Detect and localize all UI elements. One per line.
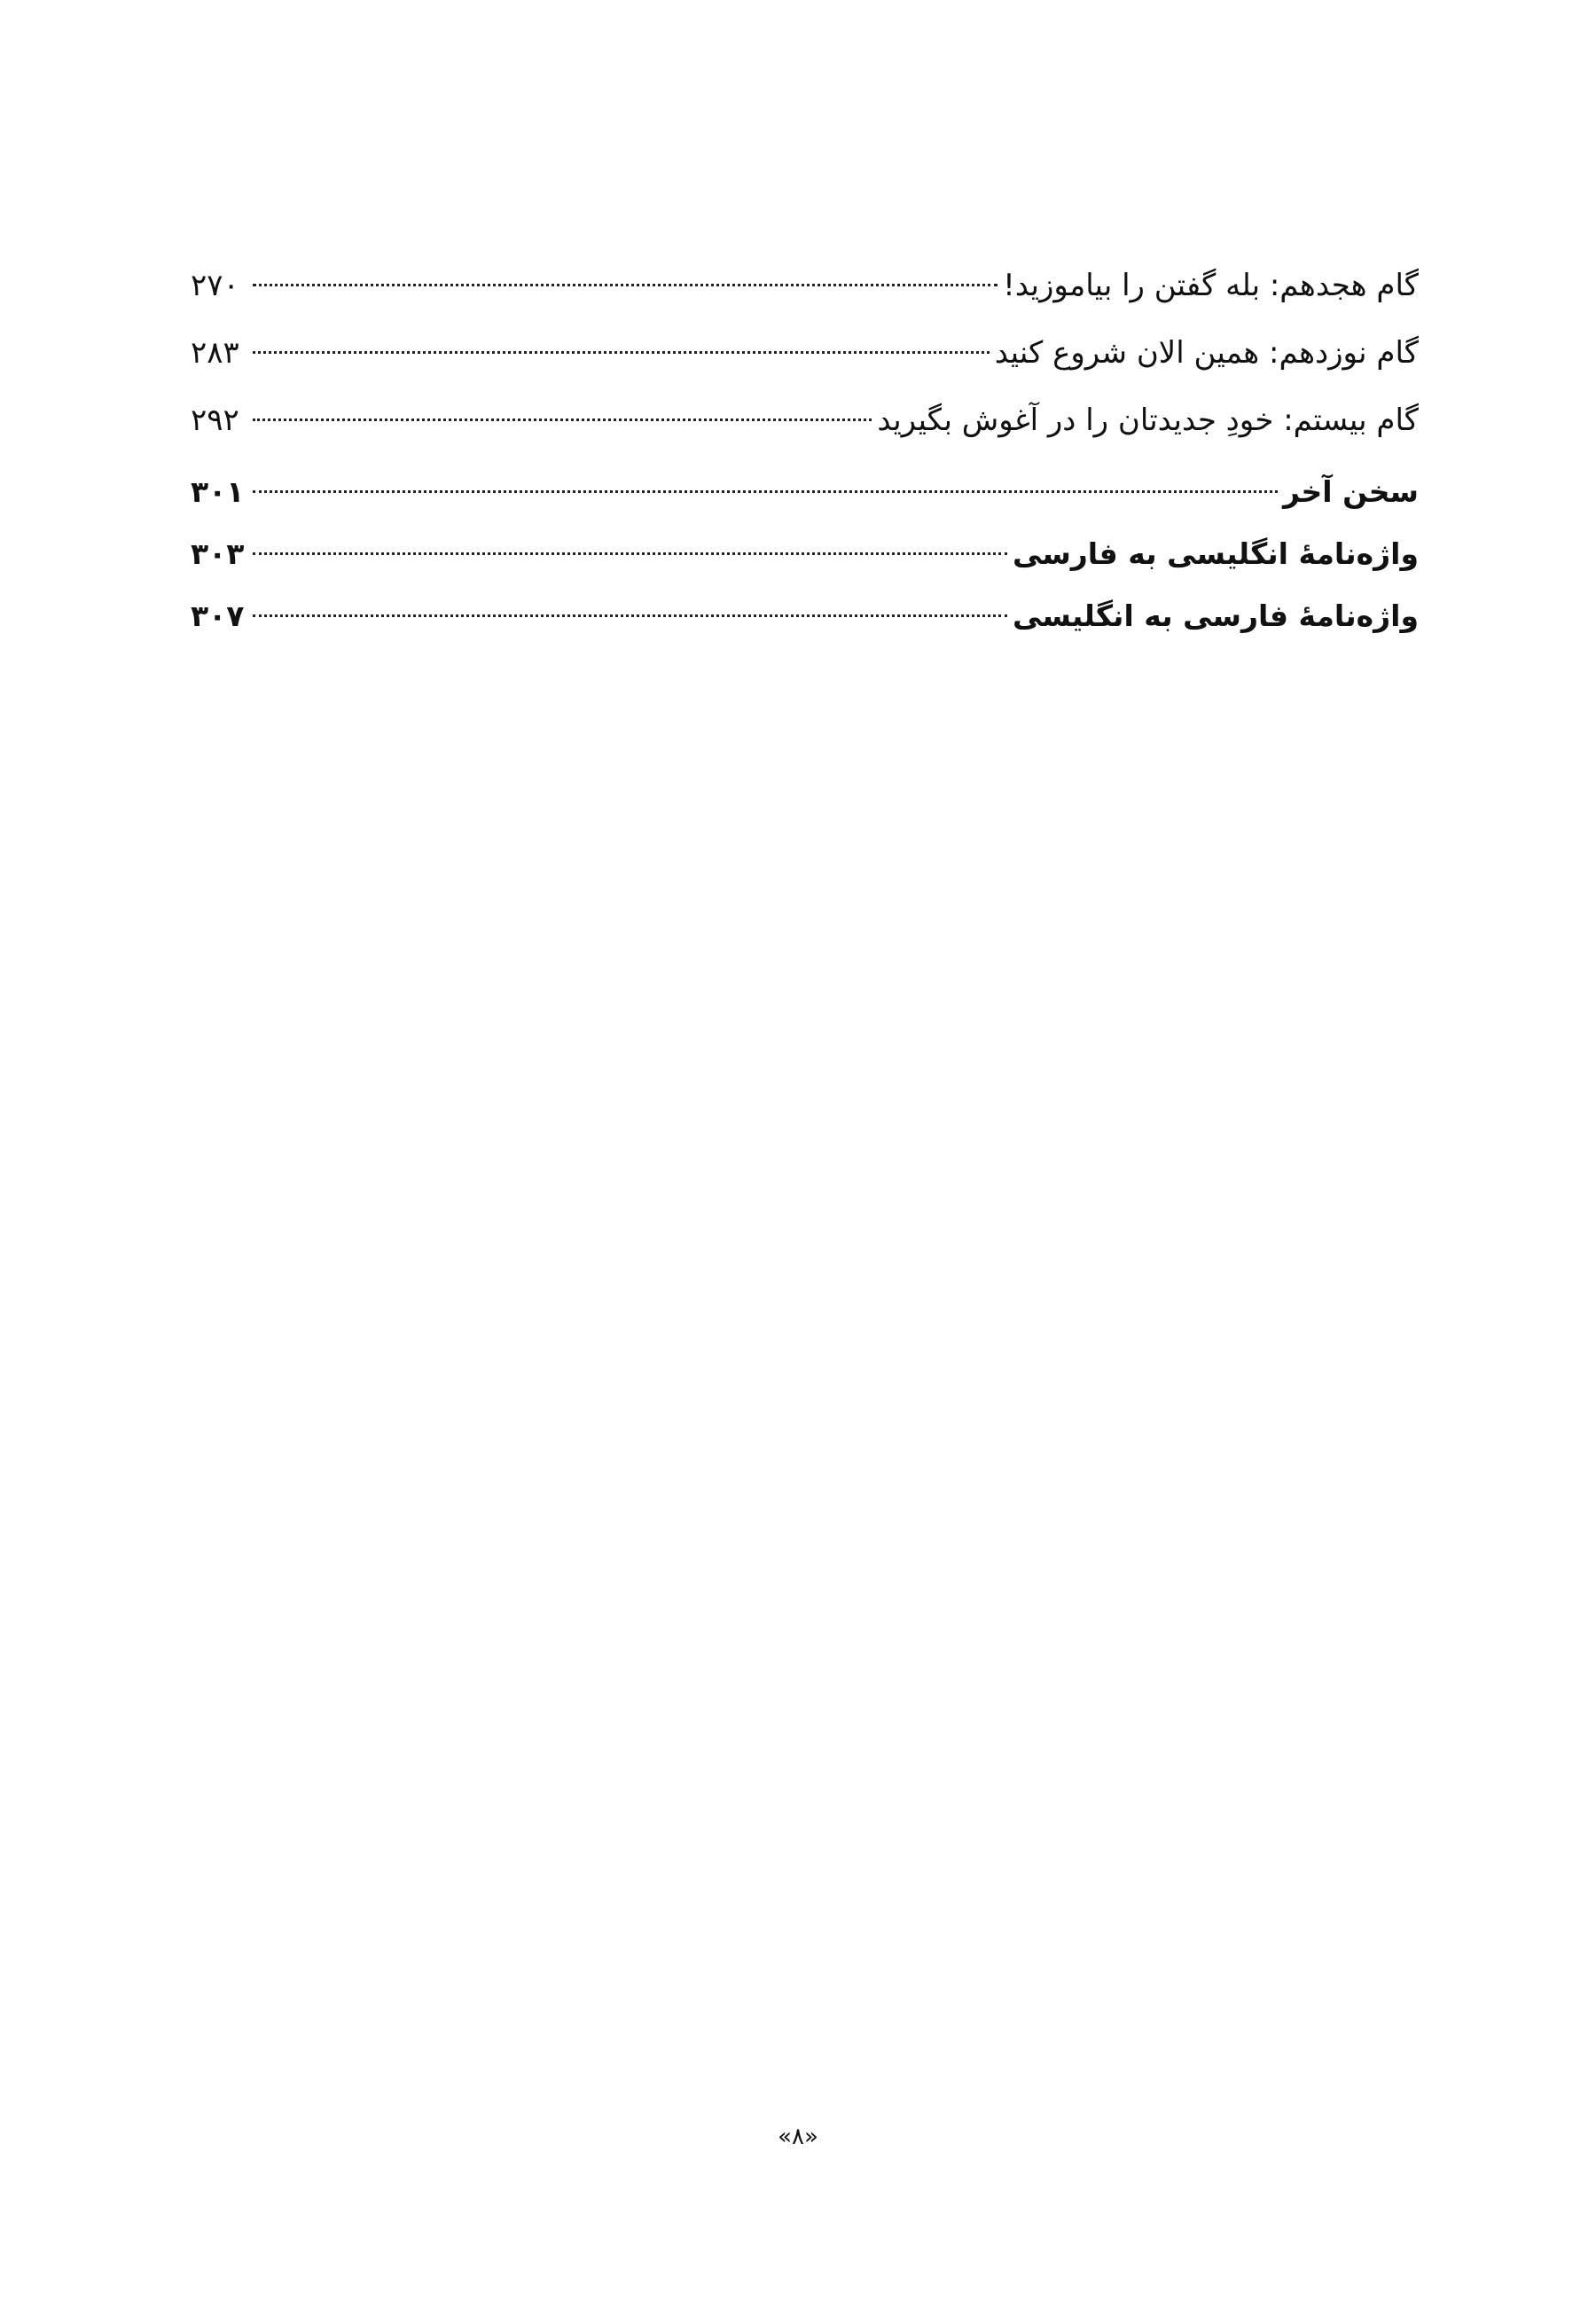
toc-entry-page: ۳۰۳ xyxy=(191,536,245,571)
toc-entry xyxy=(191,461,1419,523)
toc-entry xyxy=(191,252,1419,319)
toc-entry-page: ۲۸۳ xyxy=(191,335,239,371)
toc-entry-page: ۲۹۲ xyxy=(191,403,239,438)
toc-entry-title: واژه‌نامهٔ انگلیسی به فارسی xyxy=(1012,536,1419,571)
toc-entry-page: ۳۰۷ xyxy=(191,598,245,633)
toc-dot-leader xyxy=(253,614,1007,617)
toc-dot-leader xyxy=(253,490,1278,493)
toc-entry-title: گام بیستم: خودِ جدیدتان را در آغوش بگیرید xyxy=(877,403,1419,438)
toc-dot-leader xyxy=(253,552,1007,555)
toc-entry xyxy=(191,585,1419,647)
toc-entry-title: واژه‌نامهٔ فارسی به انگلیسی xyxy=(1012,598,1419,633)
page-number: «۸» xyxy=(778,2124,818,2150)
toc-dot-leader xyxy=(253,419,872,421)
toc-spacer xyxy=(191,454,1419,461)
toc-entry-title: گام هجدهم: بله گفتن را بیاموزید! xyxy=(1003,268,1419,303)
toc-entry-page: ۲۷۰ xyxy=(191,268,239,303)
toc-entry xyxy=(191,523,1419,585)
table-of-contents xyxy=(191,252,1419,647)
toc-dot-leader xyxy=(253,284,998,286)
toc-entry xyxy=(191,319,1419,387)
toc-entry xyxy=(191,387,1419,454)
toc-dot-leader xyxy=(253,351,990,354)
toc-entry-title: سخن آخر xyxy=(1282,474,1419,509)
toc-entry-title: گام نوزدهم: همین الان شروع کنید xyxy=(994,335,1419,371)
toc-entry-page: ۳۰۱ xyxy=(191,474,245,509)
